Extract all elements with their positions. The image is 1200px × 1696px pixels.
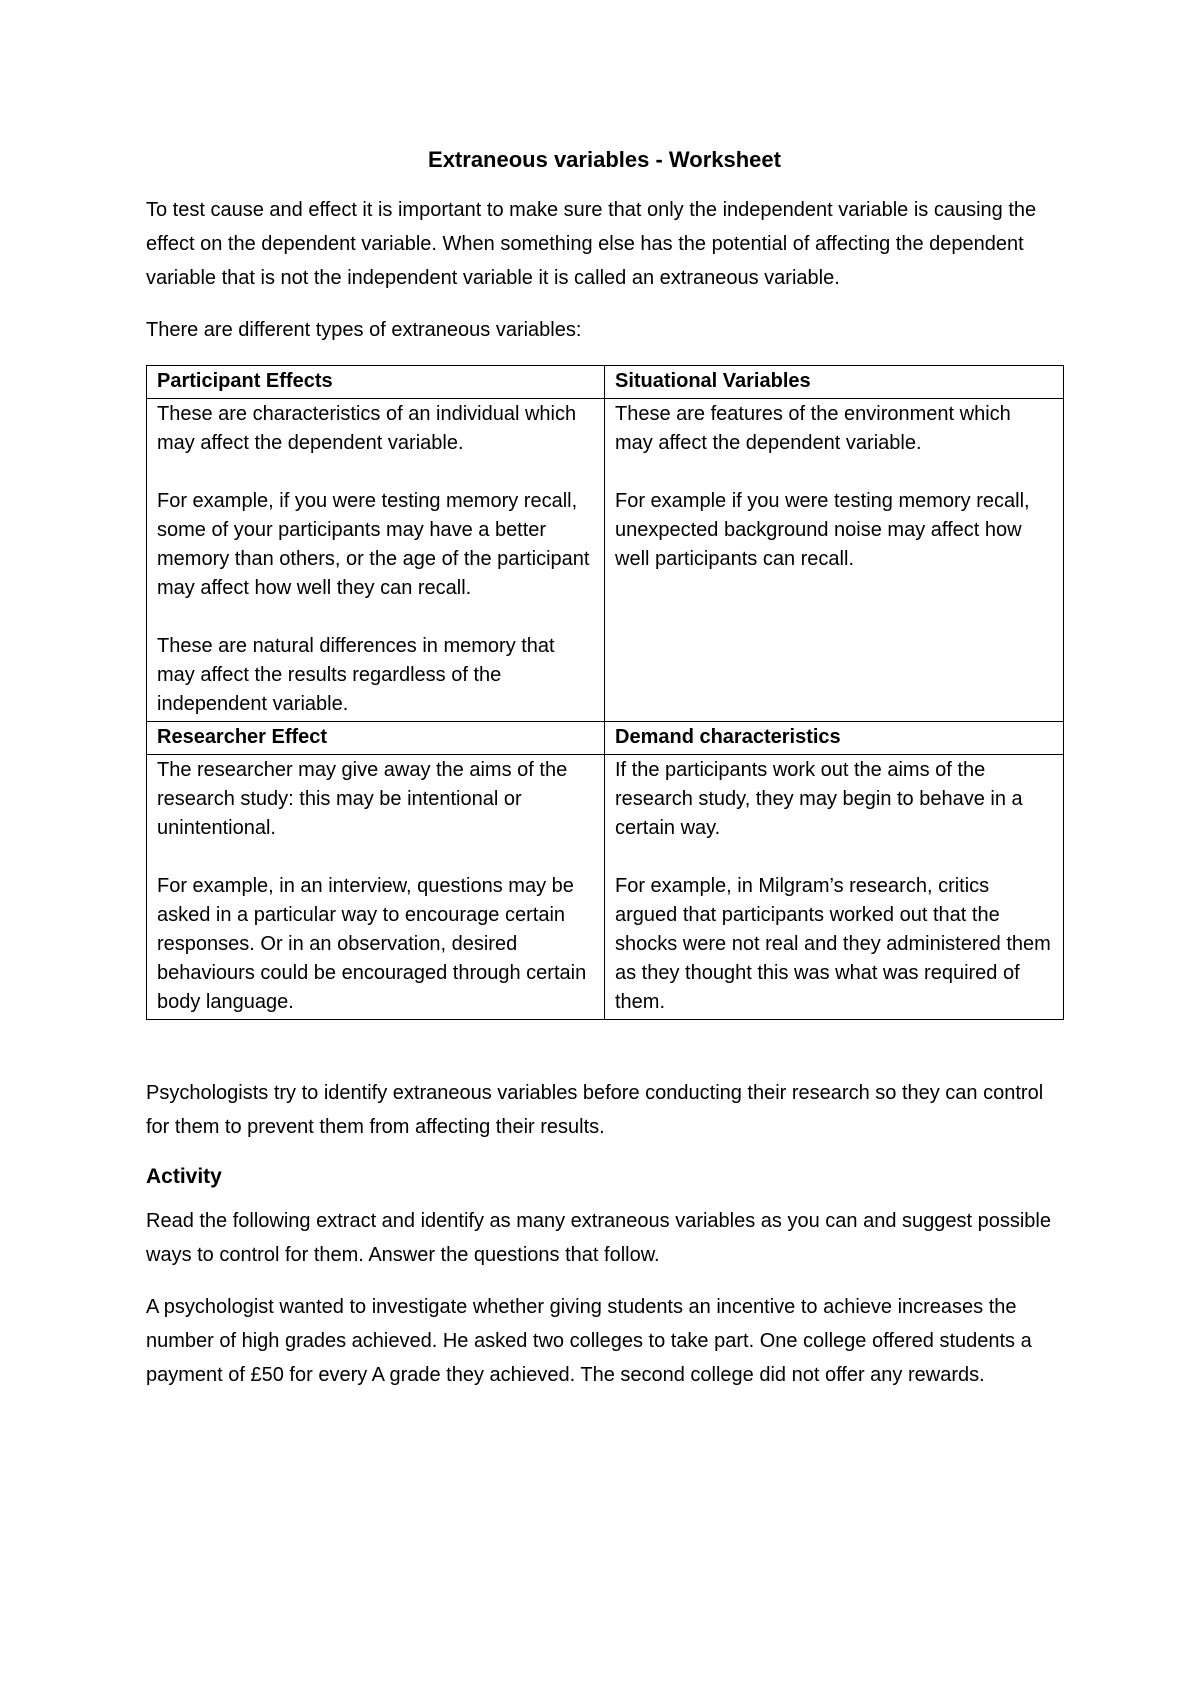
cell-paragraph: These are features of the environment which may affect the dependent variable. bbox=[615, 403, 1011, 454]
activity-instructions: Read the following extract and identify as many extraneous variables as you can and suggest possible ways to control for them. Answer the questions that follow. bbox=[146, 1210, 1051, 1266]
table-row bbox=[147, 399, 1064, 722]
page-title: Extraneous variables - Worksheet bbox=[428, 147, 781, 172]
activity-heading: Activity bbox=[146, 1165, 222, 1188]
cell-paragraph: For example, in an interview, questions may be asked in a particular way to encourage certain responses. Or in an observation, desired behaviours could be encouraged through certain body language. bbox=[157, 875, 587, 1013]
demand-characteristics-header: Demand characteristics bbox=[605, 722, 1064, 755]
participant-effects-cell bbox=[147, 399, 605, 722]
situational-variables-header: Situational Variables bbox=[605, 366, 1064, 399]
cell-paragraph: For example, if you were testing memory recall, some of your participants may have a better memory than others, or the age of the participant may affect how well they can recall. bbox=[157, 490, 590, 599]
cell-paragraph: If the participants work out the aims of the research study, they may begin to behave in a certain way. bbox=[615, 759, 1023, 839]
cell-paragraph: For example if you were testing memory recall, unexpected background noise may affect how well participants can recall. bbox=[615, 490, 1030, 570]
intro-paragraph: To test cause and effect it is important to make sure that only the independent variable is causing the effect on the dependent variable. When something else has the potential of affecting the dependent variable that is not the independent variable it is called an extraneous variable. bbox=[146, 199, 1037, 289]
participant-effects-header: Participant Effects bbox=[147, 366, 605, 399]
researcher-effect-header: Researcher Effect bbox=[147, 722, 605, 755]
cell-paragraph: The researcher may give away the aims of the research study: this may be intentional or unintentional. bbox=[157, 759, 568, 839]
types-intro: There are different types of extraneous variables: bbox=[146, 319, 582, 341]
cell-paragraph: These are natural differences in memory that may affect the results regardless of the independent variable. bbox=[157, 635, 555, 715]
table-header-row bbox=[147, 722, 1064, 755]
situational-variables-cell bbox=[605, 399, 1064, 722]
cell-paragraph: These are characteristics of an individual which may affect the dependent variable. bbox=[157, 403, 577, 454]
table-row bbox=[147, 755, 1064, 1020]
control-paragraph: Psychologists try to identify extraneous variables before conducting their research so they can control for them to prevent them from affecting their results. bbox=[146, 1082, 1044, 1138]
extraneous-variables-table bbox=[146, 365, 1064, 1020]
cell-paragraph: For example, in Milgram’s research, critics argued that participants worked out that the shocks were not real and they administered them as they thought this was what was required of them. bbox=[615, 875, 1051, 1013]
table-header-row bbox=[147, 366, 1064, 399]
worksheet-page bbox=[146, 145, 1063, 1410]
demand-characteristics-cell bbox=[605, 755, 1064, 1020]
activity-extract: A psychologist wanted to investigate whether giving students an incentive to achieve increases the number of high grades achieved. He asked two colleges to take part. One college offered students a payment of £50 for every A grade they achieved. The second college did not offer any rewards. bbox=[146, 1296, 1032, 1386]
researcher-effect-cell bbox=[147, 755, 605, 1020]
